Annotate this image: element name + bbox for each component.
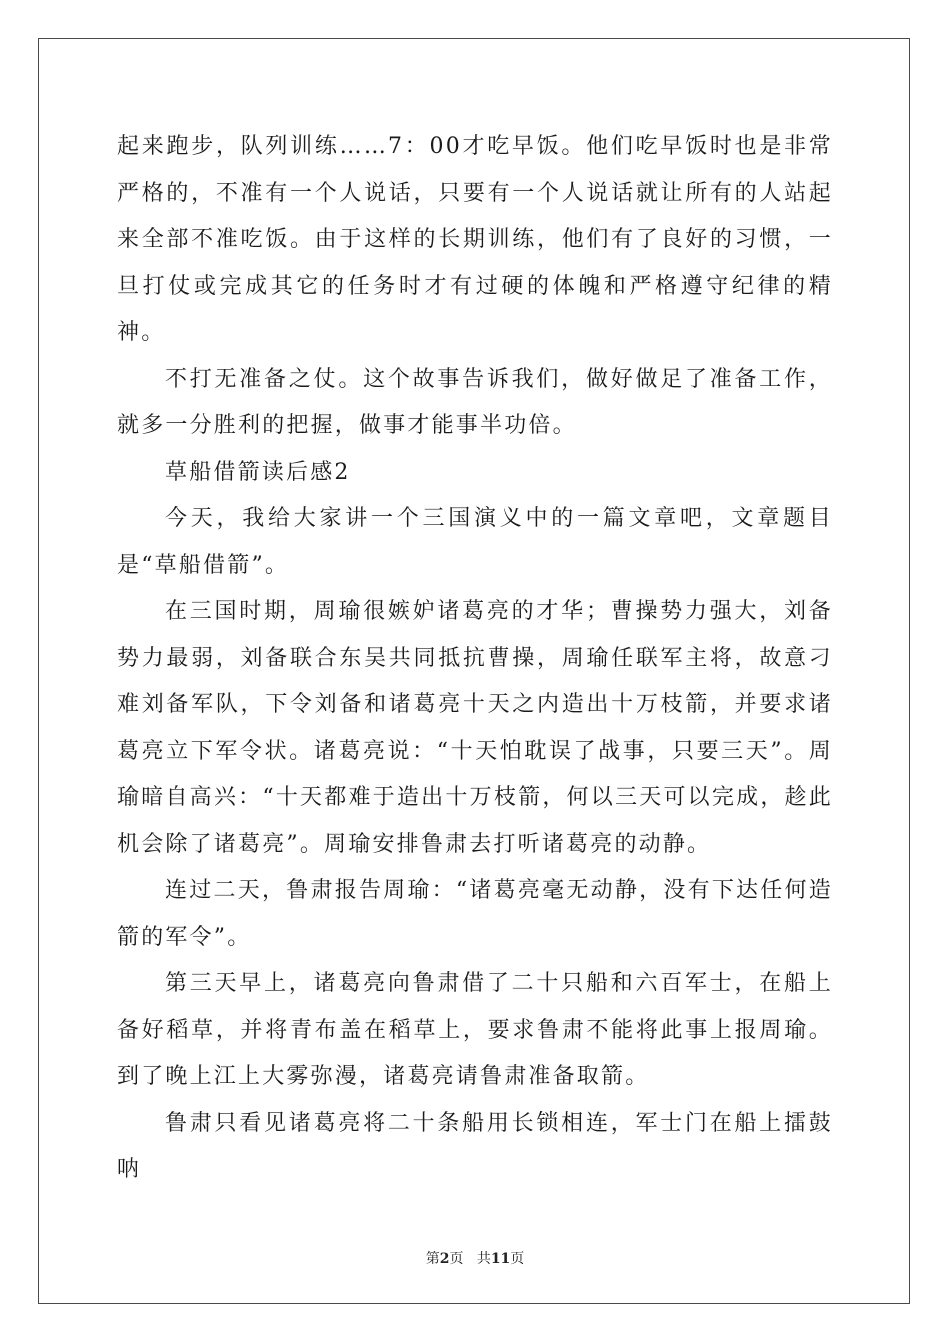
page-footer <box>0 1248 950 1268</box>
total-suffix: 页 <box>510 1251 525 1267</box>
paragraph: 起来跑步，队列训练……7：00才吃早饭。他们吃早饭时也是非常严格的，不准有一个人说话，只要有一个人说话就让所有的人站起来全部不准吃饭。由于这样的长期训练，他们有了良好的习惯，一旦打仗或完成其它的任务时才有过硬的体魄和严格遵守纪律的精神。 <box>117 134 833 345</box>
total-pages: 11 <box>490 1251 511 1267</box>
paragraph: 今天，我给大家讲一个三国演义中的一篇文章吧，文章题目是“草船借箭”。 <box>117 506 833 578</box>
page-suffix: 页 <box>449 1251 464 1267</box>
paragraph: 连过二天，鲁肃报告周瑜：“诸葛亮毫无动静，没有下达任何造箭的军令”。 <box>117 878 833 950</box>
paragraph: 在三国时期，周瑜很嫉妒诸葛亮的才华；曹操势力强大，刘备势力最弱，刘备联合东吴共同抵抗曹操，周瑜任联军主将，故意刁难刘备军队，下令刘备和诸葛亮十天之内造出十万枝箭，并要求诸葛亮立下军令状。诸葛亮说：“十天怕耽误了战事，只要三天”。周瑜暗自高兴：“十天都难于造出十万枝箭，何以三天可以完成，趁此机会除了诸葛亮”。周瑜安排鲁肃去打听诸葛亮的动静。 <box>117 599 833 857</box>
page-number: 2 <box>439 1251 450 1267</box>
paragraph: 第三天早上，诸葛亮向鲁肃借了二十只船和六百军士，在船上备好稻草，并将青布盖在稻草上，要求鲁肃不能将此事上报周瑜。到了晚上江上大雾弥漫，诸葛亮请鲁肃准备取箭。 <box>117 971 833 1089</box>
page-prefix: 第 <box>425 1251 440 1267</box>
paragraph: 不打无准备之仗。这个故事告诉我们，做好做足了准备工作，就多一分胜利的把握，做事才能事半功倍。 <box>117 366 833 438</box>
total-prefix: 共 <box>476 1251 491 1267</box>
section-heading: 草船借箭读后感2 <box>165 459 351 485</box>
paragraph: 鲁肃只看见诸葛亮将二十条船用长锁相连，军士门在船上擂鼓呐 <box>117 1110 833 1182</box>
document-body <box>117 124 833 1194</box>
